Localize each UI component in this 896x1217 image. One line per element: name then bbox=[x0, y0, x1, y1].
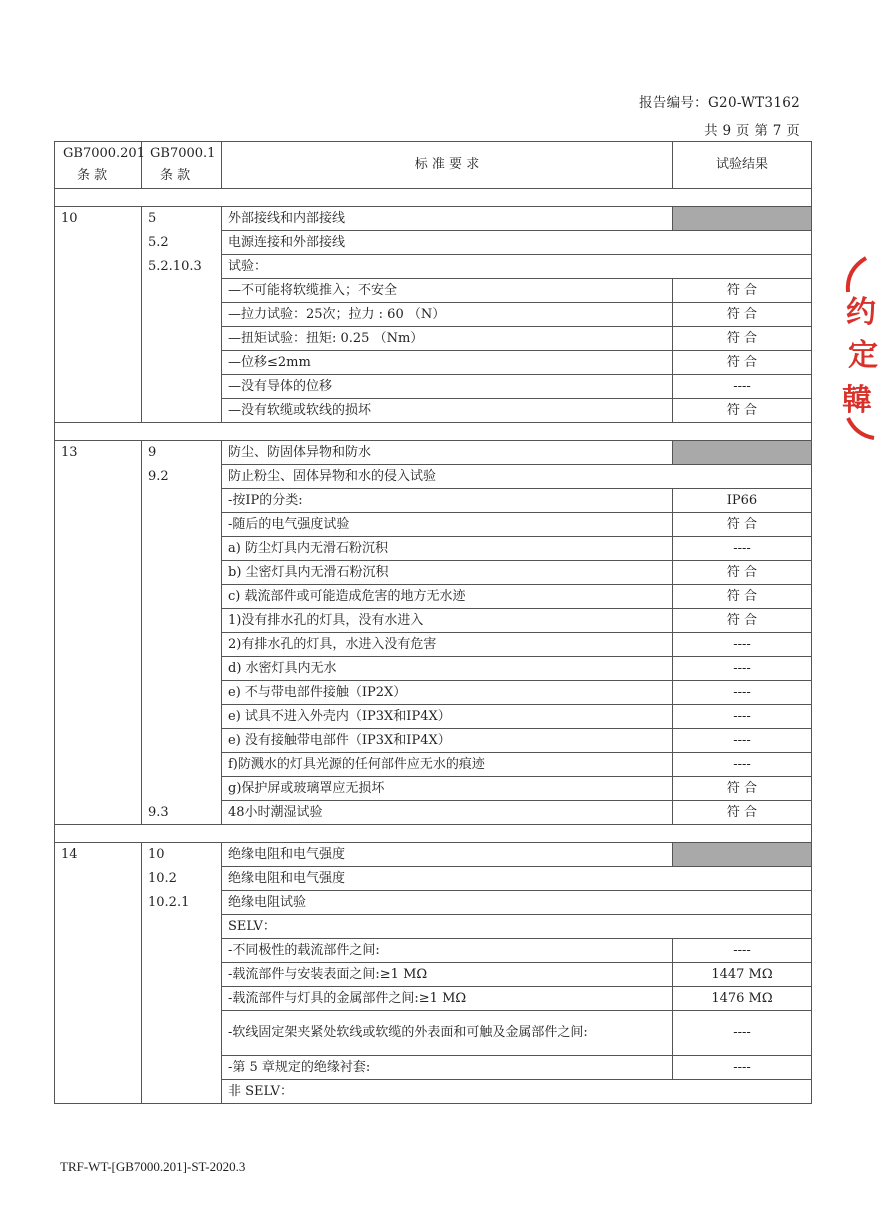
clause-1-value: 9.3 bbox=[148, 804, 169, 820]
clause-gb7000-1 bbox=[142, 939, 222, 963]
table-row bbox=[55, 1056, 812, 1080]
clause-gb7000-201 bbox=[55, 891, 142, 915]
requirement-cell: b) 尘密灯具内无滑石粉沉积 bbox=[222, 561, 673, 585]
table-row bbox=[55, 231, 812, 255]
clause-gb7000-1 bbox=[142, 609, 222, 633]
result-cell: 符 合 bbox=[673, 561, 812, 585]
result-cell: 符 合 bbox=[673, 351, 812, 375]
spacer-row bbox=[55, 189, 812, 207]
col-gb7000-1-header bbox=[142, 142, 222, 189]
col-result-header: 试验结果 bbox=[673, 142, 812, 189]
inspection-seal-stamp bbox=[826, 240, 896, 440]
spacer-cell bbox=[55, 423, 812, 441]
clause-gb7000-201 bbox=[55, 681, 142, 705]
clause-gb7000-201 bbox=[55, 753, 142, 777]
clause-gb7000-1 bbox=[142, 375, 222, 399]
clause-gb7000-201 bbox=[55, 609, 142, 633]
col-requirement-header: 标 准 要 求 bbox=[222, 142, 673, 189]
result-cell: 符 合 bbox=[673, 513, 812, 537]
requirement-cell: 电源连接和外部接线 bbox=[222, 231, 812, 255]
clause-gb7000-201 bbox=[55, 399, 142, 423]
clause-201-value: 10 bbox=[61, 211, 78, 227]
clause-gb7000-1 bbox=[142, 987, 222, 1011]
clause-1-value: 5.2.10.3 bbox=[148, 259, 202, 274]
form-code-footer: TRF-WT-[GB7000.201]-ST-2020.3 bbox=[60, 1159, 246, 1174]
clause-gb7000-1 bbox=[142, 585, 222, 609]
svg-text:韓: 韓 bbox=[842, 383, 872, 418]
requirement-cell: -载流部件与灯具的金属部件之间:≥1 MΩ bbox=[222, 987, 673, 1011]
requirement-cell: 1)没有排水孔的灯具，没有水进入 bbox=[222, 609, 673, 633]
test-results-table bbox=[54, 141, 812, 1104]
table-row bbox=[55, 279, 812, 303]
table-row bbox=[55, 753, 812, 777]
requirement-cell: -第 5 章规定的绝缘衬套: bbox=[222, 1056, 673, 1080]
clause-gb7000-201 bbox=[55, 801, 142, 825]
table-row bbox=[55, 867, 812, 891]
table-row bbox=[55, 465, 812, 489]
result-cell: 符 合 bbox=[673, 303, 812, 327]
clause-gb7000-1 bbox=[142, 801, 222, 825]
table-row bbox=[55, 777, 812, 801]
clause-gb7000-1 bbox=[142, 465, 222, 489]
requirement-cell: 2)有排水孔的灯具，水进入没有危害 bbox=[222, 633, 673, 657]
clause-gb7000-201 bbox=[55, 441, 142, 465]
table-row bbox=[55, 705, 812, 729]
result-cell: ---- bbox=[673, 1011, 812, 1056]
table-row bbox=[55, 843, 812, 867]
clause-gb7000-201 bbox=[55, 489, 142, 513]
table-row bbox=[55, 375, 812, 399]
requirement-cell: 48小时潮湿试验 bbox=[222, 801, 673, 825]
clause-gb7000-1 bbox=[142, 513, 222, 537]
col2-header-line1: GB7000.1 bbox=[150, 146, 216, 161]
spacer-cell bbox=[55, 825, 812, 843]
col1-header-line2: 条 款 bbox=[77, 168, 108, 183]
result-cell: 符 合 bbox=[673, 609, 812, 633]
table-row bbox=[55, 801, 812, 825]
clause-gb7000-201 bbox=[55, 375, 142, 399]
requirement-cell: —拉力试验：25次；拉力 : 60 （N） bbox=[222, 303, 673, 327]
clause-201-value: 14 bbox=[61, 847, 78, 863]
clause-gb7000-201 bbox=[55, 867, 142, 891]
result-cell: ---- bbox=[673, 705, 812, 729]
clause-gb7000-1 bbox=[142, 681, 222, 705]
clause-gb7000-201 bbox=[55, 465, 142, 489]
result-cell: 符 合 bbox=[673, 327, 812, 351]
result-cell: ---- bbox=[673, 729, 812, 753]
requirement-cell: 防尘、防固体异物和防水 bbox=[222, 441, 673, 465]
page-number: 共 9 页 第 7 页 bbox=[704, 123, 800, 139]
table-row bbox=[55, 681, 812, 705]
table-row bbox=[55, 987, 812, 1011]
col2-header-line2: 条 款 bbox=[160, 168, 191, 183]
shaded-result-cell bbox=[673, 207, 812, 231]
col1-header-line1: GB7000.201 bbox=[63, 146, 145, 161]
requirement-cell: e) 没有接触带电部件（IP3X和IP4X） bbox=[222, 729, 673, 753]
clause-1-value: 10 bbox=[148, 847, 165, 863]
report-number: 报告编号：G20-WT3162 bbox=[638, 95, 800, 111]
clause-gb7000-201 bbox=[55, 585, 142, 609]
clause-gb7000-201 bbox=[55, 255, 142, 279]
requirement-cell: 试验： bbox=[222, 255, 812, 279]
table-row bbox=[55, 513, 812, 537]
clause-gb7000-1 bbox=[142, 753, 222, 777]
clause-gb7000-201 bbox=[55, 915, 142, 939]
table-row bbox=[55, 399, 812, 423]
table-row bbox=[55, 657, 812, 681]
col-gb7000-201-header bbox=[55, 142, 145, 189]
table-row bbox=[55, 891, 812, 915]
clause-gb7000-1 bbox=[142, 891, 222, 915]
clause-gb7000-1 bbox=[142, 705, 222, 729]
table-row bbox=[55, 207, 812, 231]
requirement-cell: e) 试具不进入外壳内（IP3X和IP4X） bbox=[222, 705, 673, 729]
result-cell: IP66 bbox=[673, 489, 812, 513]
requirement-cell: —不可能将软缆推入；不安全 bbox=[222, 279, 673, 303]
result-cell: ---- bbox=[673, 939, 812, 963]
clause-gb7000-1 bbox=[142, 399, 222, 423]
requirement-cell: -软线固定架夹紧处软线或软缆的外表面和可触及金属部件之间: bbox=[222, 1011, 673, 1056]
clause-1-value: 9 bbox=[148, 445, 157, 461]
clause-1-value: 5.2 bbox=[148, 235, 169, 250]
clause-gb7000-1 bbox=[142, 1056, 222, 1080]
requirement-cell: e) 不与带电部件接触（IP2X） bbox=[222, 681, 673, 705]
clause-gb7000-201 bbox=[55, 777, 142, 801]
clause-1-value: 5 bbox=[148, 211, 157, 227]
spacer-cell bbox=[55, 189, 812, 207]
clause-gb7000-201 bbox=[55, 537, 142, 561]
clause-gb7000-201 bbox=[55, 279, 142, 303]
table-row bbox=[55, 441, 812, 465]
clause-gb7000-201 bbox=[55, 327, 142, 351]
requirement-cell: a) 防尘灯具内无滑石粉沉积 bbox=[222, 537, 673, 561]
requirement-cell: f)防溅水的灯具光源的任何部件应无水的痕迹 bbox=[222, 753, 673, 777]
requirement-cell: 绝缘电阻试验 bbox=[222, 891, 812, 915]
clause-gb7000-201 bbox=[55, 963, 142, 987]
result-cell: ---- bbox=[673, 537, 812, 561]
clause-gb7000-1 bbox=[142, 351, 222, 375]
clause-gb7000-201 bbox=[55, 633, 142, 657]
clause-gb7000-201 bbox=[55, 513, 142, 537]
result-cell: 符 合 bbox=[673, 777, 812, 801]
clause-gb7000-1 bbox=[142, 777, 222, 801]
clause-gb7000-1 bbox=[142, 327, 222, 351]
clause-gb7000-1 bbox=[142, 441, 222, 465]
table-row bbox=[55, 489, 812, 513]
requirement-cell: 防止粉尘、固体异物和水的侵入试验 bbox=[222, 465, 812, 489]
requirement-cell: —没有软缆或软线的损坏 bbox=[222, 399, 673, 423]
result-cell: ---- bbox=[673, 633, 812, 657]
clause-gb7000-201 bbox=[55, 1011, 142, 1056]
clause-gb7000-1 bbox=[142, 255, 222, 279]
requirement-cell: -载流部件与安装表面之间:≥1 MΩ bbox=[222, 963, 673, 987]
table-row bbox=[55, 537, 812, 561]
result-cell: ---- bbox=[673, 375, 812, 399]
clause-gb7000-1 bbox=[142, 843, 222, 867]
clause-gb7000-201 bbox=[55, 561, 142, 585]
clause-gb7000-1 bbox=[142, 207, 222, 231]
table-row bbox=[55, 585, 812, 609]
clause-gb7000-1 bbox=[142, 1080, 222, 1104]
clause-gb7000-201 bbox=[55, 705, 142, 729]
requirement-cell: g)保护屏或玻璃罩应无损坏 bbox=[222, 777, 673, 801]
clause-gb7000-1 bbox=[142, 867, 222, 891]
spacer-row bbox=[55, 825, 812, 843]
requirement-cell: 绝缘电阻和电气强度 bbox=[222, 867, 812, 891]
clause-gb7000-201 bbox=[55, 657, 142, 681]
requirement-cell: d) 水密灯具内无水 bbox=[222, 657, 673, 681]
clause-gb7000-1 bbox=[142, 1011, 222, 1056]
clause-gb7000-1 bbox=[142, 303, 222, 327]
svg-text:定: 定 bbox=[848, 338, 878, 373]
table-row bbox=[55, 255, 812, 279]
table-row bbox=[55, 963, 812, 987]
table-row bbox=[55, 561, 812, 585]
clause-gb7000-1 bbox=[142, 561, 222, 585]
table-row bbox=[55, 303, 812, 327]
clause-gb7000-1 bbox=[142, 537, 222, 561]
clause-gb7000-1 bbox=[142, 231, 222, 255]
clause-gb7000-1 bbox=[142, 489, 222, 513]
clause-gb7000-1 bbox=[142, 963, 222, 987]
result-cell: 符 合 bbox=[673, 399, 812, 423]
table-row bbox=[55, 1080, 812, 1104]
table-row bbox=[55, 939, 812, 963]
table-row bbox=[55, 729, 812, 753]
clause-1-value: 9.2 bbox=[148, 469, 169, 484]
result-cell: ---- bbox=[673, 753, 812, 777]
requirement-cell: —扭矩试验：扭矩: 0.25 （Nm） bbox=[222, 327, 673, 351]
result-cell: 符 合 bbox=[673, 585, 812, 609]
clause-gb7000-201 bbox=[55, 351, 142, 375]
clause-gb7000-201 bbox=[55, 303, 142, 327]
clause-gb7000-1 bbox=[142, 915, 222, 939]
clause-201-value: 13 bbox=[61, 445, 78, 461]
clause-gb7000-201 bbox=[55, 939, 142, 963]
clause-gb7000-201 bbox=[55, 207, 142, 231]
clause-gb7000-1 bbox=[142, 633, 222, 657]
clause-gb7000-1 bbox=[142, 279, 222, 303]
clause-1-value: 10.2 bbox=[148, 871, 177, 886]
result-cell: 符 合 bbox=[673, 801, 812, 825]
table-row bbox=[55, 1011, 812, 1056]
result-cell: 1447 MΩ bbox=[673, 963, 812, 987]
requirement-cell: -随后的电气强度试验 bbox=[222, 513, 673, 537]
svg-text:约: 约 bbox=[846, 295, 876, 330]
clause-gb7000-1 bbox=[142, 729, 222, 753]
spacer-row bbox=[55, 423, 812, 441]
clause-gb7000-201 bbox=[55, 987, 142, 1011]
result-cell: 符 合 bbox=[673, 279, 812, 303]
clause-gb7000-201 bbox=[55, 729, 142, 753]
shaded-result-cell bbox=[673, 843, 812, 867]
table-header-row bbox=[55, 142, 812, 189]
result-cell: 1476 MΩ bbox=[673, 987, 812, 1011]
clause-gb7000-201 bbox=[55, 843, 142, 867]
result-cell: ---- bbox=[673, 681, 812, 705]
requirement-cell: -按IP的分类: bbox=[222, 489, 673, 513]
clause-gb7000-201 bbox=[55, 1080, 142, 1104]
clause-gb7000-201 bbox=[55, 1056, 142, 1080]
table-row bbox=[55, 915, 812, 939]
clause-1-value: 10.2.1 bbox=[148, 895, 190, 910]
table-row bbox=[55, 351, 812, 375]
table-row bbox=[55, 327, 812, 351]
table-row bbox=[55, 633, 812, 657]
shaded-result-cell bbox=[673, 441, 812, 465]
requirement-cell: 非 SELV： bbox=[222, 1080, 812, 1104]
requirement-cell: —没有导体的位移 bbox=[222, 375, 673, 399]
requirement-cell: 绝缘电阻和电气强度 bbox=[222, 843, 673, 867]
clause-gb7000-1 bbox=[142, 657, 222, 681]
requirement-cell: 外部接线和内部接线 bbox=[222, 207, 673, 231]
clause-gb7000-201 bbox=[55, 231, 142, 255]
requirement-cell: c) 载流部件或可能造成危害的地方无水迹 bbox=[222, 585, 673, 609]
requirement-cell: -不同极性的载流部件之间: bbox=[222, 939, 673, 963]
requirement-cell: SELV： bbox=[222, 915, 812, 939]
requirement-cell: —位移≤2mm bbox=[222, 351, 673, 375]
result-cell: ---- bbox=[673, 1056, 812, 1080]
result-cell: ---- bbox=[673, 657, 812, 681]
table-row bbox=[55, 609, 812, 633]
